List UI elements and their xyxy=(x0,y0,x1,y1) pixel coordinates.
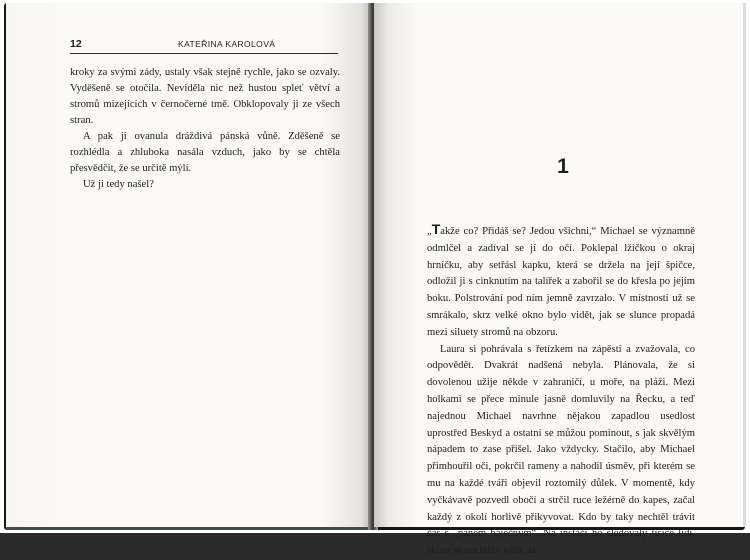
running-head xyxy=(70,39,338,54)
author-name: KATEŘINA KAROLOVÁ xyxy=(178,39,276,49)
paragraph: A pak ji ovanula dráždivá pánská vůně. Zděšeně se rozhlédla a zhluboka nasála vzduch, jako by se chtěla přesvědčit, že se určitě mýlí. xyxy=(70,131,340,174)
page-number: 12 xyxy=(70,38,82,50)
paragraph xyxy=(427,221,695,342)
paragraph: Už ji tedy našel? xyxy=(83,179,154,190)
paragraph-text: akže co? Přidáš se? Jedou všichni,“ Michael se významně odmlčel a zadíval se jí do očí. Poklepal lžičkou o okraj hrníčku, aby setřásl kapku, která se držela na její špičce, odložil ji s cinknutím na talířek a zabořil se do křesla po jejím boku. Polstrování pod ním jemně zavrzalo. V místnosti už se smrákalo, skrz velké okno bylo vidět, jak se slunce propadá mezi siluety stromů na obzoru. xyxy=(427,226,695,338)
paragraph: Laura si pohrávala s řetízkem na zápěstí a zvažovala, co odpovědět. Dvakrát nadšená nebyla. Plánovala, že si dovolenou užije někde v zahraničí, u moře, na pláži. Mezi holkami se přece minule jasně domluvily na Řecku, a teď najednou Michael navrhne nějakou zapadlou usedlost uprostřed Beskyd a ostatní se můžou pominout, s jak skvělým nápadem to zase přišel. Jako vždycky. Stačilo, aby Michael přimhouřil oči, pokrčil rameny a nahodil úsměv, při kterém se mu na každé tváři objevil roztomilý důlek. V momentě, kdy vyčkávavě pozvedl obočí a strčil ruce ležérně do kapes, začal každý z okolí horlivě přikyvovat. Kdo by taky nechtěl trávit čas s „panem báječným“. Na instáči ho sledovaly tisíce lidí, skoro se nechtělo věřit, že xyxy=(427,343,695,557)
chapter-number: 1 xyxy=(557,155,569,178)
paragraph: kroky za svými zády, ustaly však stejně rychle, jako se ozvaly. Vyděšeně se otočila. Neviděla nic než hustou spleť větví a stromů mizejících v černočerné tmě. Obklopovaly ji ze všech stran. xyxy=(70,67,340,126)
chapter-text xyxy=(427,221,695,560)
drop-cap: T xyxy=(431,221,441,237)
left-page xyxy=(6,3,372,530)
left-page-text xyxy=(70,65,340,193)
opening-quote: „ xyxy=(427,226,432,237)
book-spread xyxy=(4,3,745,557)
right-page xyxy=(374,3,746,557)
